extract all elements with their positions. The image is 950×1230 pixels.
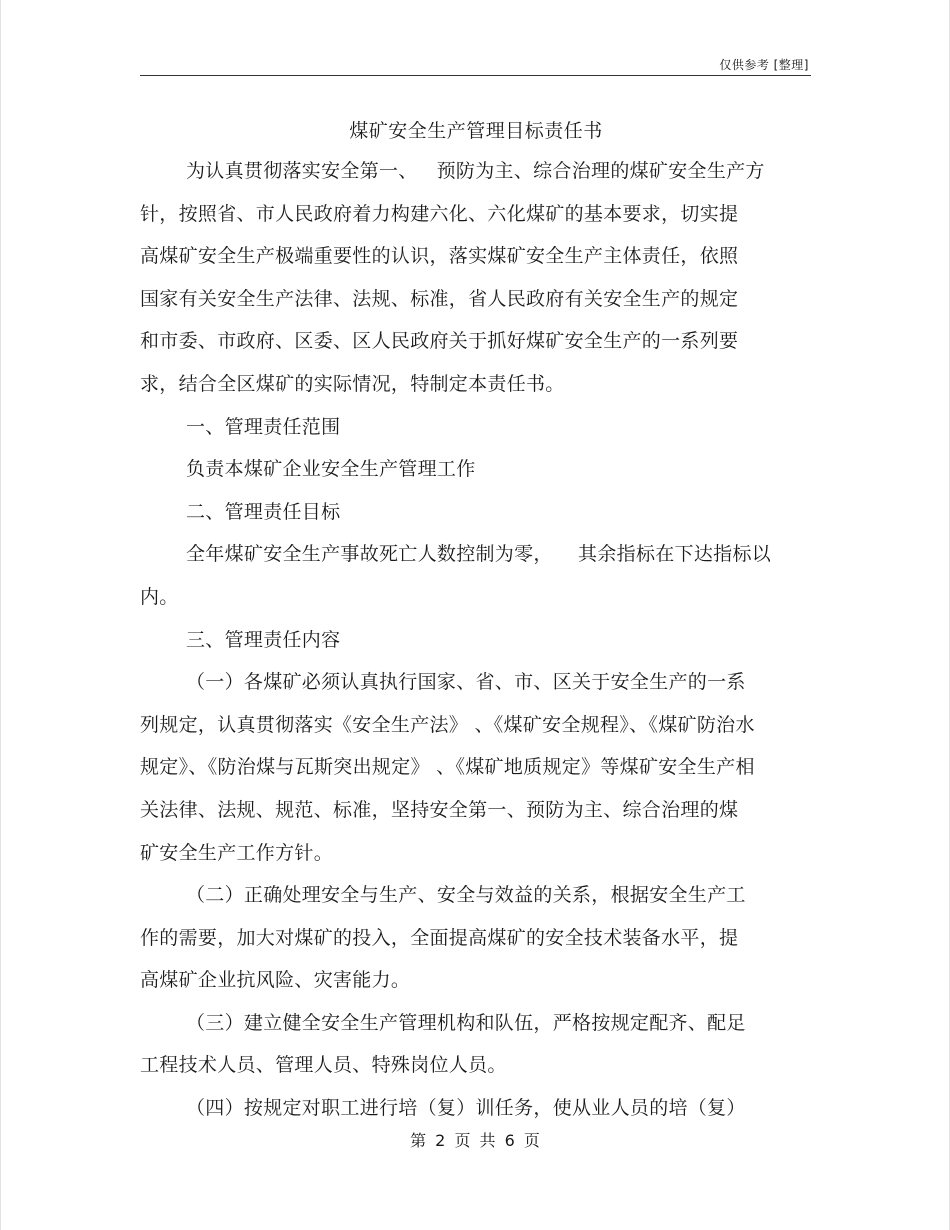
document-title: 煤矿安全生产管理目标责任书 <box>349 120 603 142</box>
paragraph-line: 全年煤矿安全生产事故死亡人数控制为零， 其余指标在下达指标以 <box>186 543 772 566</box>
paragraph-line: 国家有关安全生产法律、法规、标准，省人民政府有关安全生产的规定 <box>140 287 739 310</box>
document-body <box>140 150 840 1130</box>
paragraph-line: 关法律、法规、规范、标准，坚持安全第一、预防为主、综合治理的煤 <box>140 798 739 821</box>
paragraph-line: 工程技术人员、管理人员、特殊岗位人员。 <box>140 1054 507 1077</box>
paragraph-line: （三）建立健全安全生产管理机构和队伍，严格按规定配齐、配足 <box>186 1011 746 1034</box>
section-heading: 二、管理责任目标 <box>186 500 341 523</box>
section-heading: 一、管理责任范围 <box>186 415 341 438</box>
paragraph-line: 负责本煤矿企业安全生产管理工作 <box>186 458 476 481</box>
header-rule <box>140 75 811 76</box>
paragraph-line: 列规定，认真贯彻落实《安全生产法》 、《煤矿安全规程》、《煤矿防治水 <box>140 713 755 736</box>
page-number: 第 2 页 共 6 页 <box>410 1131 542 1150</box>
paragraph-line: （二）正确处理安全与生产、安全与效益的关系，根据安全生产工 <box>186 884 746 907</box>
paragraph-line: 内。 <box>140 585 179 608</box>
paragraph-line: 和市委、市政府、区委、区人民政府关于抓好煤矿安全生产的一系列要 <box>140 330 739 353</box>
paragraph-line: 作的需要，加大对煤矿的投入，全面提高煤矿的安全技术装备水平，提 <box>140 926 739 949</box>
paragraph-line: （四）按规定对职工进行培（复）训任务，使从业人员的培（复） <box>186 1097 746 1120</box>
section-heading: 三、管理责任内容 <box>186 628 341 651</box>
paragraph-line: 针，按照省、市人民政府着力构建六化、六化煤矿的基本要求，切实提 <box>140 202 739 225</box>
paragraph-line: 高煤矿企业抗风险、灾害能力。 <box>140 969 411 992</box>
paragraph-line: 求，结合全区煤矿的实际情况，特制定本责任书。 <box>140 372 565 395</box>
header-note: 仅供参考 [整理] <box>719 58 809 72</box>
paragraph-line: （一）各煤矿必须认真执行国家、省、市、区关于安全生产的一系 <box>186 671 746 694</box>
paragraph-line: 规定》、《防治煤与瓦斯突出规定》 、《煤矿地质规定》等煤矿安全生产相 <box>140 756 755 779</box>
paragraph-line: 高煤矿安全生产极端重要性的认识，落实煤矿安全生产主体责任，依照 <box>140 245 739 268</box>
paragraph-line: 为认真贯彻落实安全第一、 预防为主、综合治理的煤矿安全生产方 <box>186 160 765 182</box>
paragraph-line: 矿安全生产工作方针。 <box>140 841 334 864</box>
